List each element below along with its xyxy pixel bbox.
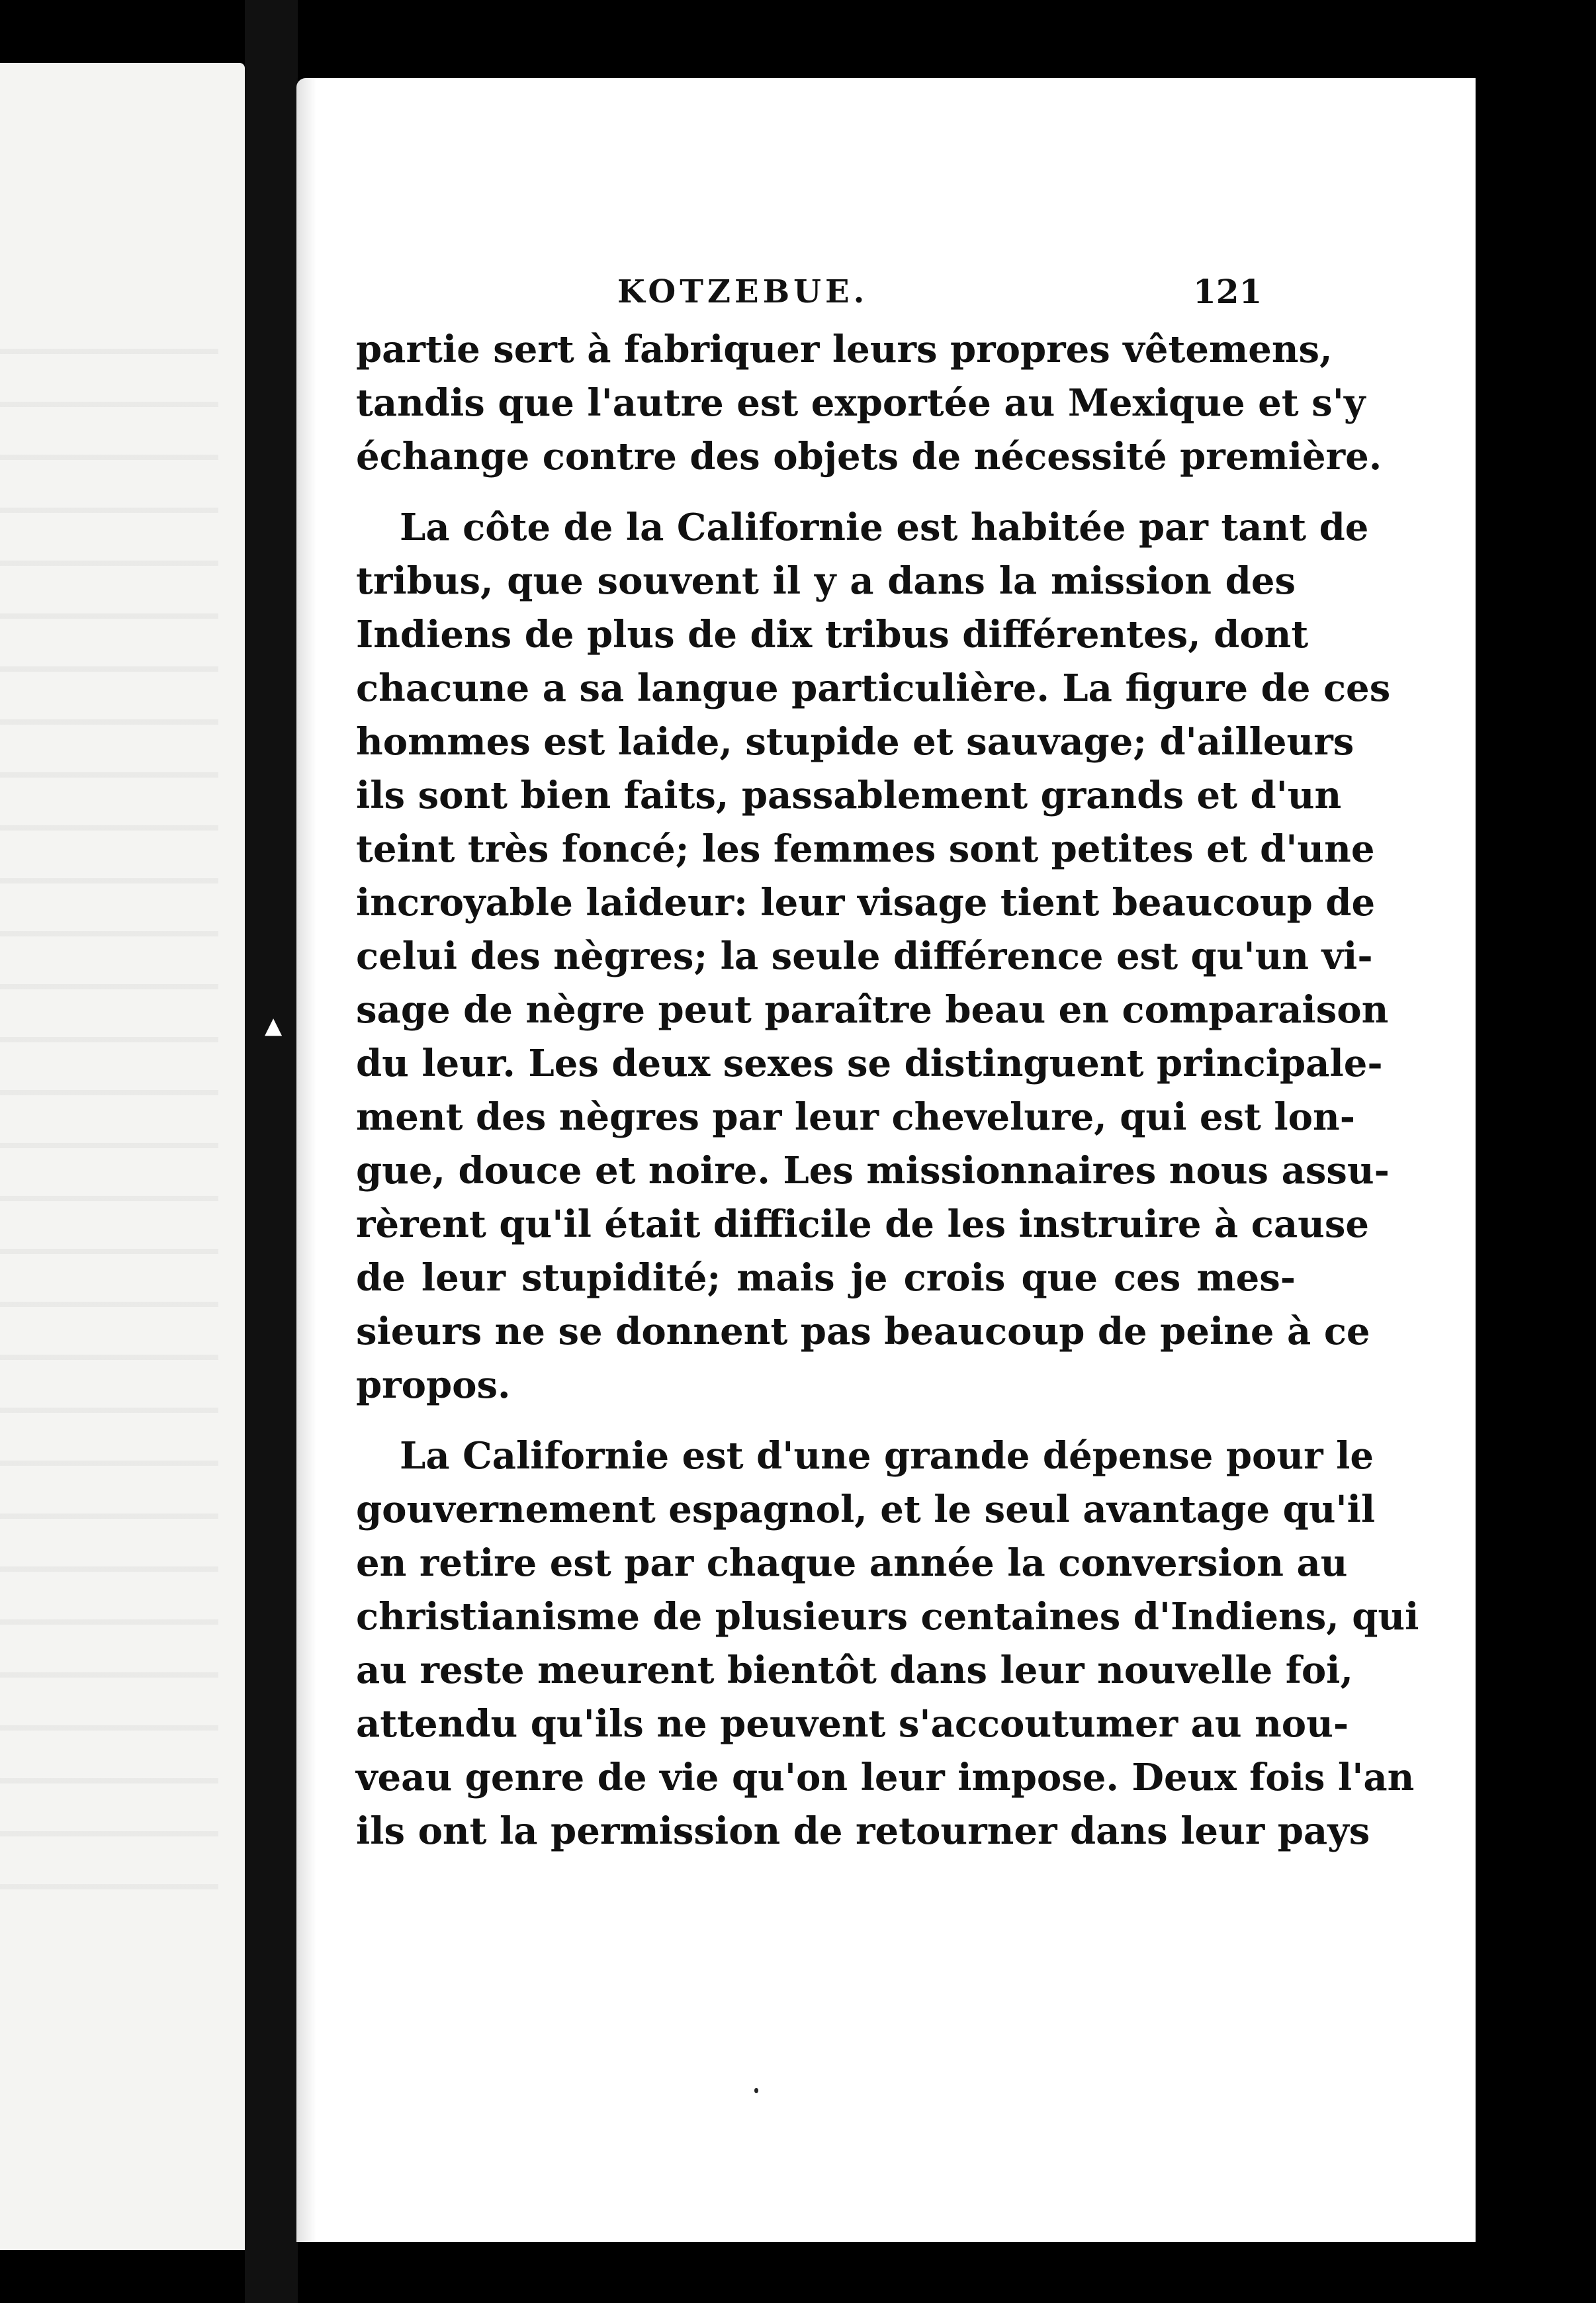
ink-speck [754,2088,758,2093]
text-line: sage de nègre peut paraître beau en comparaison [356,988,1389,1032]
text-line: sieurs ne se donnent pas beaucoup de peine à ce [356,1310,1370,1353]
text-line: hommes est laide, stupide et sauvage; d'ailleurs [356,720,1354,764]
text-line: tribus, que souvent il y a dans la mission des [356,559,1296,603]
text-line: en retire est par chaque année la conversion au [356,1541,1348,1585]
text-line: christianisme de plusieurs centaines d'Indiens, qui [356,1595,1419,1639]
text-line: gue, douce et noire. Les missionnaires nous assu- [356,1149,1390,1193]
text-line: du leur. Les deux sexes se distinguent principale- [356,1042,1383,1085]
text-line: incroyable laideur: leur visage tient beaucoup de [356,881,1376,925]
text-line: chacune a sa langue particulière. La figure de ces [356,666,1391,710]
bleed-through-text [0,314,218,1903]
text-line: échange contre des objets de nécessité première. [356,435,1382,478]
text-line: rèrent qu'il était difficile de les instruire à cause [356,1202,1370,1246]
text-line: attendu qu'ils ne peuvent s'accoutumer au nou- [356,1702,1349,1746]
text-line: teint très foncé; les femmes sont petites et d'une [356,827,1375,871]
text-line: tandis que l'autre est exportée au Mexique et s'y [356,381,1366,425]
text-line: ils sont bien faits, passablement grands et d'un [356,774,1342,817]
text-line: ment des nègres par leur chevelure, qui est lon- [356,1095,1355,1139]
text-line: celui des nègres; la seule différence est qu'un vi- [356,934,1373,978]
text-line: au reste meurent bientôt dans leur nouvelle foi, [356,1648,1353,1692]
page-number: 121 [1193,272,1263,311]
text-line: partie sert à fabriquer leurs propres vêtemens, [356,328,1333,371]
gutter-mark: ▲ [265,1013,283,1039]
text-line: La côte de la Californie est habitée par tant de [400,506,1369,549]
previous-page-edge [0,63,245,2250]
text-line: La Californie est d'une grande dépense pour le [400,1434,1374,1478]
text-line: veau genre de vie qu'on leur impose. Deux fois l'an [356,1756,1415,1799]
text-line: propos. [356,1363,511,1407]
book-gutter [245,0,298,2303]
body-text [356,323,1419,1858]
book-page [296,78,1476,2242]
text-line: de leur stupidité; mais je crois que ces mes- [356,1256,1296,1300]
running-head [296,267,1476,313]
text-line: gouvernement espagnol, et le seul avantage qu'il [356,1488,1376,1531]
running-title: KOTZEBUE. [617,273,869,310]
text-line: Indiens de plus de dix tribus différentes, dont [356,613,1309,656]
page-edge-shadow [296,78,316,2242]
text-line: ils ont la permission de retourner dans leur pays [356,1809,1370,1853]
